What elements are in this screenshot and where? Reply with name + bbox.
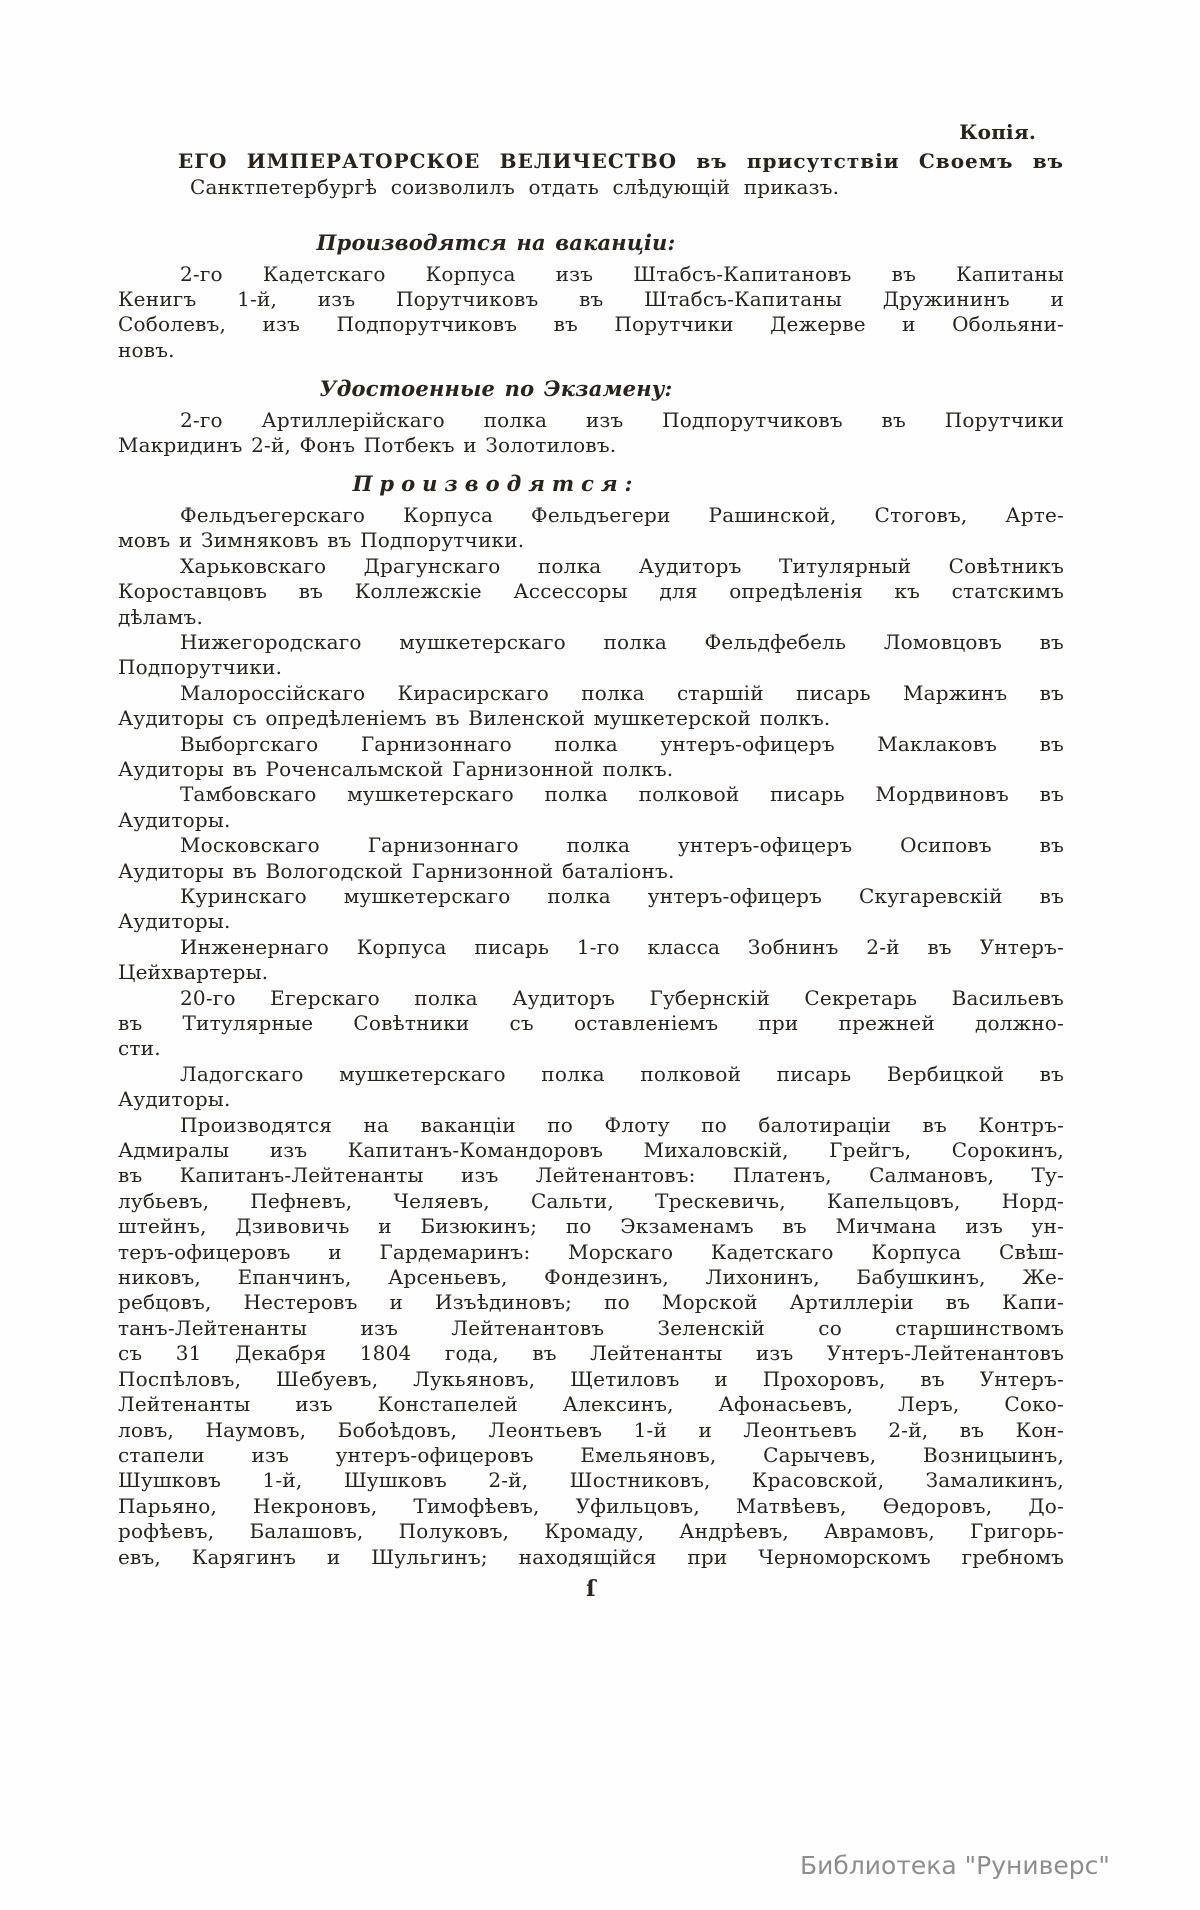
text-line: Аудиторы въ Вологодской Гарнизонной баталіонъ. [118, 858, 675, 883]
section-heading: Производятся: [352, 471, 640, 497]
printers-mark: ſ [586, 1575, 596, 1602]
section-heading: Производятся на ваканціи: [316, 230, 676, 256]
paragraph [118, 732, 1064, 783]
text-line: съ 31 Декабря 1804 года, въ Лейтенанты изъ Унтеръ-Лейтенантовъ [118, 1341, 1064, 1366]
text-line: Адмиралы изъ Капитанъ-Командоровъ Михаловскій, Грейгъ, Сорокинъ, [118, 1138, 1064, 1163]
text-line: Куринскаго мушкетерскаго полка унтеръ-офицеръ Скугаревскій въ [180, 883, 1064, 908]
paragraph [118, 1062, 1064, 1113]
text-line: Тамбовскаго мушкетерскаго полка полковой писарь Мордвиновъ въ [180, 782, 1064, 807]
text-line: теръ-офицеровъ и Гардемаринъ: Морскаго Кадетскаго Корпуса Свѣш- [118, 1239, 1064, 1264]
text-line: Соболевъ, изъ Подпорутчиковъ въ Порутчики Дежерве и Обольяни- [118, 312, 1064, 337]
text-line: Инженернаго Корпуса писарь 1-го класса Зобнинъ 2-й въ Унтеръ- [180, 934, 1064, 959]
paragraph [118, 833, 1064, 884]
paragraph [118, 630, 1064, 681]
text-line: никовъ, Епанчинъ, Арсеньевъ, Фондезинъ, Лихонинъ, Бабушкинъ, Же- [118, 1265, 1064, 1290]
text-line: ребцовъ, Нестеровъ и Изъѣдиновъ; по Морской Артиллеріи въ Капи- [118, 1290, 1064, 1315]
text-line: 2-го Кадетскаго Корпуса изъ Штабсъ-Капитановъ въ Капитаны [180, 261, 1064, 286]
text-line: Поспѣловъ, Шебуевъ, Лукьяновъ, Щетиловъ и Прохоровъ, въ Унтеръ- [118, 1366, 1064, 1391]
paragraph [118, 935, 1064, 986]
paragraph [118, 503, 1064, 554]
copy-label: Копія. [959, 120, 1036, 144]
text-line: Аудиторы. [118, 909, 231, 934]
text-line: Подпорутчики. [118, 655, 283, 680]
text-line: сти. [118, 1036, 161, 1061]
text-line: Цейхвартеры. [118, 960, 269, 985]
text-line: Харьковскаго Драгунскаго полка Аудиторъ Титулярный Совѣтникъ [180, 553, 1064, 578]
library-watermark: Библиотека "Руниверс" [800, 1851, 1110, 1880]
text-line: Производятся на ваканціи по Флоту по балотираціи въ Контръ- [180, 1112, 1064, 1137]
text-line: Аудиторы. [118, 1087, 231, 1112]
paragraph [118, 681, 1064, 732]
text-line: Парьяно, Некроновъ, Тимофѣевъ, Уфильцовъ, Матвѣевъ, Ѳедоровъ, До- [118, 1493, 1064, 1518]
text-line: въ Капитанъ-Лейтенанты изъ Лейтенантовъ: Платенъ, Салмановъ, Ту- [118, 1163, 1064, 1188]
text-line: Лейтенанты изъ Констапелей Алексинъ, Афонасьевъ, Леръ, Соко- [118, 1392, 1064, 1417]
text-line: 2-го Артиллерійскаго полка изъ Подпорутчиковъ въ Порутчики [180, 407, 1064, 432]
paragraph [118, 262, 1064, 364]
text-line: штейнъ, Дзивовичь и Бизюкинъ; по Экзаменамъ въ Мичмана изъ ун- [118, 1214, 1064, 1239]
intro-paragraph [118, 149, 1064, 200]
text-line: евъ, Карягинъ и Шульгинъ; находящійся при Черноморскомъ гребномъ [118, 1544, 1064, 1569]
text-line: Фельдъегерскаго Корпуса Фельдъегери Рашинской, Стоговъ, Арте- [180, 502, 1064, 527]
paragraph [118, 1113, 1064, 1570]
text-line: Кенигъ 1-й, изъ Порутчиковъ въ Штабсъ-Капитаны Дружининъ и [118, 287, 1064, 312]
paragraph [118, 986, 1064, 1062]
text-line: Ладогскаго мушкетерскаго полка полковой писарь Вербицкой въ [180, 1061, 1064, 1086]
text-line: рофѣевъ, Балашовъ, Полуковъ, Кромаду, Андрѣевъ, Аврамовъ, Григорь- [118, 1519, 1064, 1544]
text-line: Аудиторы. [118, 807, 231, 832]
section-heading: Удостоенные по Экзамену: [319, 376, 673, 402]
text-line: танъ-Лейтенанты изъ Лейтенантовъ Зеленскій со старшинствомъ [118, 1315, 1064, 1340]
paragraph [118, 782, 1064, 833]
text-line: ловъ, Наумовъ, Бобоѣдовъ, Леонтьевъ 1-й и Леонтьевъ 2-й, въ Кон- [118, 1417, 1064, 1442]
text-line: Нижегородскаго мушкетерскаго полка Фельдфебель Ломовцовъ въ [180, 629, 1064, 654]
text-line: 20-го Егерскаго полка Аудиторъ Губернскій Секретарь Васильевъ [180, 985, 1064, 1010]
paragraph [118, 554, 1064, 630]
text-line: лубьевъ, Пефневъ, Челяевъ, Сальти, Трескевичь, Капельцовъ, Норд- [118, 1188, 1064, 1213]
text-line: Шушковъ 1-й, Шушковъ 2-й, Шостниковъ, Красовской, Замаликинъ, [118, 1468, 1064, 1493]
text-line: новъ. [118, 337, 175, 362]
page-content [118, 120, 1064, 1602]
document-body [118, 230, 1064, 1570]
text-line: Выборгскаго Гарнизоннаго полка унтеръ-офицеръ Маклаковъ въ [180, 731, 1064, 756]
text-line: Санктпетербургѣ соизволилъ отдать слѣдующій приказъ. [190, 174, 840, 199]
text-line: мовъ и Зимняковъ въ Подпорутчики. [118, 528, 525, 553]
paragraph [118, 884, 1064, 935]
text-line: Макридинъ 2-й, Фонъ Потбекъ и Золотиловъ. [118, 433, 617, 458]
text-line: Малороссійскаго Кирасирскаго полка старшій писарь Маржинъ въ [180, 680, 1064, 705]
text-line: Аудиторы въ Роченсальмской Гарнизонной полкъ. [118, 756, 674, 781]
paragraph [118, 408, 1064, 459]
text-line: ЕГО ИМПЕРАТОРСКОЕ ВЕЛИЧЕСТВО въ присутствіи Своемъ въ [178, 149, 1064, 174]
text-line: дѣламъ. [118, 604, 204, 629]
text-line: стапели изъ унтеръ-офицеровъ Емельяновъ, Сарычевъ, Возницыинъ, [118, 1442, 1064, 1467]
text-line: въ Титулярные Совѣтники съ оставленіемъ при прежней должно- [118, 1011, 1064, 1035]
text-line: Короставцовъ въ Коллежскіе Ассессоры для опредѣленія къ статскимъ [118, 579, 1064, 604]
text-line: Московскаго Гарнизоннаго полка унтеръ-офицеръ Осиповъ въ [180, 833, 1064, 858]
text-line: Аудиторы съ опредѣленіемъ въ Виленской мушкетерской полкъ. [118, 706, 831, 731]
